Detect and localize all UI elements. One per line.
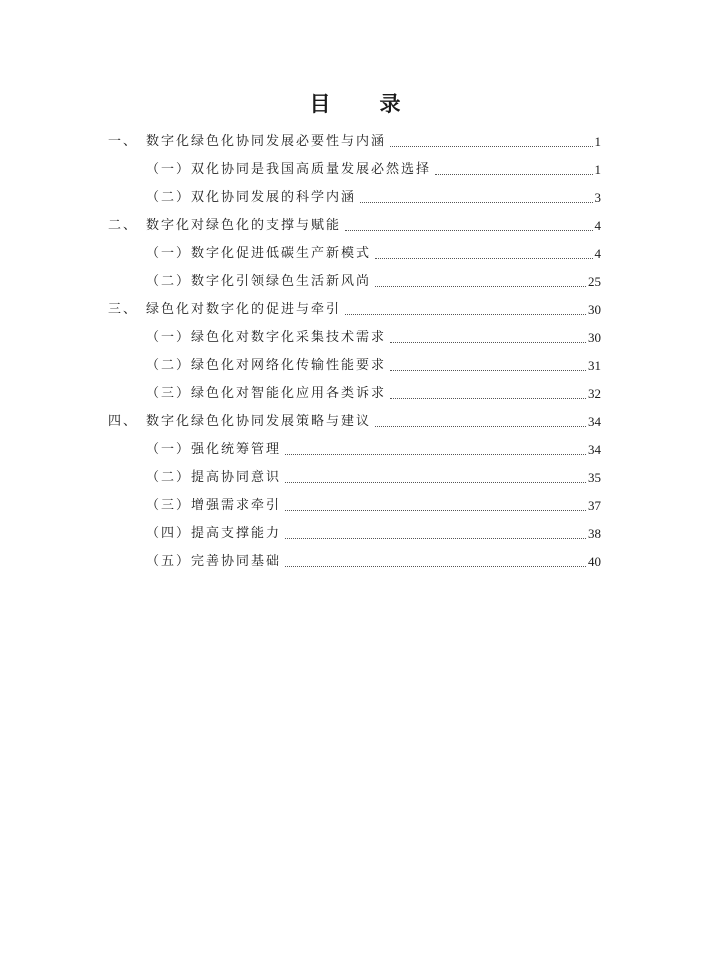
toc-entry-page: 32: [588, 386, 601, 401]
toc-entry-page: 1: [594, 162, 601, 177]
dot-leader: [285, 481, 586, 483]
dot-leader: [285, 453, 586, 455]
toc-entry-title: （三）绿色化对智能化应用各类诉求: [146, 386, 387, 401]
toc-entry-title: （二）绿色化对网络化传输性能要求: [146, 358, 387, 373]
toc-entry[interactable]: [0, 488, 601, 516]
dot-leader: [375, 257, 592, 259]
toc-entry-page: 30: [588, 330, 601, 345]
toc-entry-page: 30: [588, 302, 601, 317]
toc-entry-title: （二）双化协同发展的科学内涵: [146, 190, 357, 205]
toc-entry-title: （二）提高协同意识: [146, 470, 282, 485]
toc-entry-page: 34: [588, 442, 601, 457]
toc-entry-title: （一）绿色化对数字化采集技术需求: [146, 330, 387, 345]
dot-leader: [390, 341, 586, 343]
toc-entry-title: 数字化对绿色化的支撑与赋能: [146, 218, 342, 233]
toc-entry[interactable]: [0, 320, 601, 348]
toc-entry[interactable]: [0, 544, 601, 572]
toc-entry-page: 31: [588, 358, 601, 373]
dot-leader: [345, 229, 592, 231]
toc-entry[interactable]: [0, 460, 601, 488]
toc-entry-page: 40: [588, 554, 601, 569]
toc-entry[interactable]: [0, 180, 601, 208]
toc-entry-title: （一）强化统筹管理: [146, 442, 282, 457]
toc-entry[interactable]: [0, 516, 601, 544]
toc-entry-page: 34: [588, 414, 601, 429]
toc-entry-number: 四、: [108, 414, 139, 429]
toc-entry-title: 数字化绿色化协同发展必要性与内涵: [146, 134, 387, 149]
toc-entry-title: （一）双化协同是我国高质量发展必然选择: [146, 162, 432, 177]
dot-leader: [435, 173, 592, 175]
toc-entry-page: 4: [594, 246, 601, 261]
toc-entry-page: 3: [594, 190, 601, 205]
toc-entry[interactable]: [0, 208, 601, 236]
dot-leader: [285, 509, 586, 511]
toc-entry-title: 数字化绿色化协同发展策略与建议: [146, 414, 372, 429]
toc-entry[interactable]: [0, 376, 601, 404]
dot-leader: [390, 145, 592, 147]
dot-leader: [360, 201, 592, 203]
toc-entry-title: （五）完善协同基础: [146, 554, 282, 569]
toc-entry-page: 25: [588, 274, 601, 289]
toc-entry[interactable]: [0, 348, 601, 376]
toc-entry-number: 二、: [108, 218, 139, 233]
toc-entry-title: （三）增强需求牵引: [146, 498, 282, 513]
toc-entry-page: 4: [594, 218, 601, 233]
toc-entry-page: 37: [588, 498, 601, 513]
toc-entry-page: 38: [588, 526, 601, 541]
dot-leader: [375, 425, 586, 427]
toc-entry-title: （二）数字化引领绿色生活新风尚: [146, 274, 372, 289]
toc-entry[interactable]: [0, 236, 601, 264]
toc-entry[interactable]: [0, 292, 601, 320]
dot-leader: [345, 313, 586, 315]
page-title: 目 录: [309, 92, 415, 116]
toc-entry-title: 绿色化对数字化的促进与牵引: [146, 302, 342, 317]
toc-entry-page: 35: [588, 470, 601, 485]
toc-entry-number: 三、: [108, 302, 139, 317]
dot-leader: [285, 537, 586, 539]
toc-entry[interactable]: [0, 404, 601, 432]
dot-leader: [375, 285, 586, 287]
toc-entry-number: 一、: [108, 134, 139, 149]
toc-entry[interactable]: [0, 432, 601, 460]
toc-entry[interactable]: [0, 264, 601, 292]
toc-entry[interactable]: [0, 152, 601, 180]
toc-entry-title: （四）提高支撑能力: [146, 526, 282, 541]
dot-leader: [285, 565, 586, 567]
dot-leader: [390, 397, 586, 399]
toc-entry-page: 1: [594, 134, 601, 149]
toc-entry-title: （一）数字化促进低碳生产新模式: [146, 246, 372, 261]
dot-leader: [390, 369, 586, 371]
toc-entry[interactable]: [0, 124, 601, 152]
